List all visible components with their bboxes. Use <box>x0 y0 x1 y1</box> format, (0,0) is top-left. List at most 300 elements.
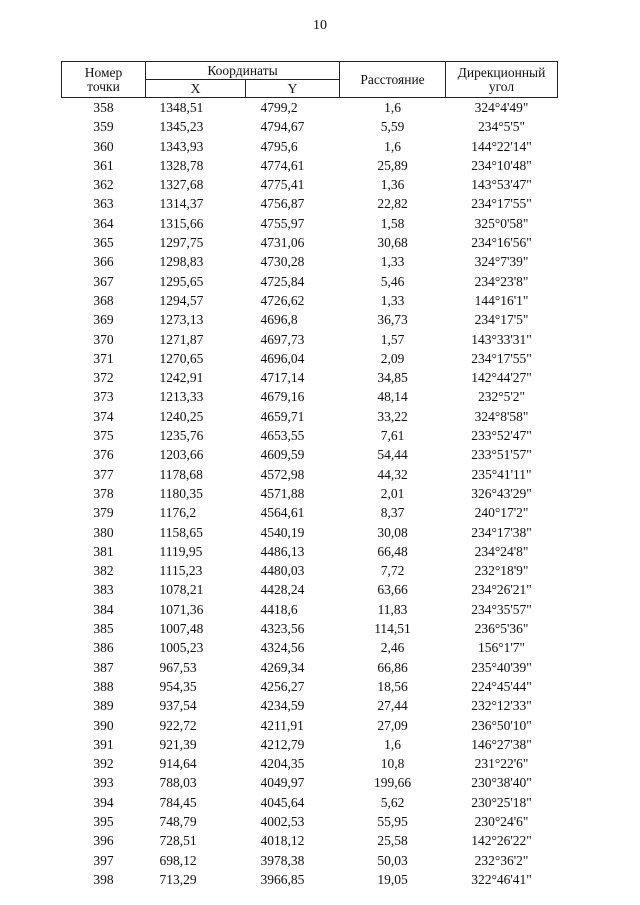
cell-distance: 50,03 <box>377 852 408 868</box>
cell-point-number: 382 <box>93 563 114 579</box>
cell-y-value: 4564,61 <box>260 505 305 521</box>
cell-y <box>246 156 340 175</box>
table-row <box>62 754 558 773</box>
cell-x <box>146 831 246 850</box>
cell-distance: 54,44 <box>377 447 408 463</box>
table-row <box>62 831 558 850</box>
cell-x-value: 921,39 <box>159 736 197 752</box>
cell-direction-angle: 144°22'14" <box>471 138 532 154</box>
cell-y-value: 4234,59 <box>260 698 305 714</box>
cell-y <box>246 600 340 619</box>
cell-distance: 44,32 <box>377 466 408 482</box>
cell-y <box>246 117 340 136</box>
cell-direction-angle: 234°16'56" <box>471 235 532 251</box>
cell-x-value: 1348,51 <box>159 100 204 115</box>
table-row <box>62 638 558 657</box>
cell-y-value: 4428,24 <box>260 582 305 598</box>
cell-x-value: 713,29 <box>159 871 197 887</box>
cell-x <box>146 619 246 638</box>
cell-distance: 1,6 <box>384 138 401 154</box>
cell-x <box>146 580 246 599</box>
cell-x-value: 1240,25 <box>159 408 204 424</box>
cell-direction-angle: 144°16'1" <box>474 292 529 308</box>
table-row <box>62 272 558 291</box>
table-row <box>62 677 558 696</box>
cell-point-number: 371 <box>93 350 114 366</box>
cell-x <box>146 252 246 271</box>
cell-distance: 34,85 <box>377 370 408 386</box>
cell-y-value: 4018,12 <box>260 833 305 849</box>
cell-y <box>246 658 340 677</box>
cell-direction-angle: 230°24'6" <box>474 813 529 829</box>
cell-y-value: 4540,19 <box>260 524 305 540</box>
cell-point-number: 364 <box>93 215 114 231</box>
cell-y <box>246 773 340 792</box>
cell-y <box>246 831 340 850</box>
cell-direction-angle: 143°53'47" <box>471 177 532 193</box>
cell-point-number: 392 <box>93 756 114 772</box>
coordinates-table <box>61 61 558 889</box>
cell-x-value: 728,51 <box>159 833 197 849</box>
cell-y <box>246 561 340 580</box>
cell-y <box>246 272 340 291</box>
table-row <box>62 233 558 252</box>
cell-x-value: 1294,57 <box>159 292 204 308</box>
cell-y-value: 4418,6 <box>260 601 298 617</box>
cell-x-value: 1078,21 <box>159 582 204 598</box>
cell-x <box>146 851 246 870</box>
cell-point-number: 379 <box>93 505 114 521</box>
table-row <box>62 310 558 329</box>
cell-direction-angle: 234°17'55" <box>471 350 532 366</box>
cell-x-value: 1178,68 <box>159 466 203 482</box>
cell-point-number: 394 <box>93 794 114 810</box>
cell-distance: 1,58 <box>380 215 405 231</box>
table-header <box>62 62 558 98</box>
cell-x-value: 1071,36 <box>159 601 204 617</box>
cell-point-number: 389 <box>93 698 114 714</box>
cell-x <box>146 310 246 329</box>
cell-distance: 36,73 <box>377 312 408 328</box>
cell-direction-angle: 234°17'55" <box>471 196 532 212</box>
cell-x <box>146 773 246 792</box>
cell-distance: 10,8 <box>380 756 405 772</box>
cell-x-value: 1213,33 <box>159 389 204 405</box>
cell-distance: 5,59 <box>380 119 405 135</box>
cell-x-value: 1007,48 <box>159 621 204 637</box>
cell-direction-angle: 234°26'21" <box>471 582 532 598</box>
cell-point-number: 387 <box>93 659 114 675</box>
table-row <box>62 870 558 889</box>
table-row <box>62 291 558 310</box>
cell-x-value: 1345,23 <box>159 119 204 135</box>
cell-y-value: 4725,84 <box>260 273 305 289</box>
cell-x-value: 1298,83 <box>159 254 204 270</box>
cell-y-value: 4211,91 <box>260 717 304 733</box>
cell-point-number: 376 <box>93 447 114 463</box>
cell-y <box>246 716 340 735</box>
cell-x <box>146 233 246 252</box>
header-point-number-line2: точки <box>87 78 120 94</box>
cell-distance: 7,72 <box>380 563 405 579</box>
table-row <box>62 793 558 812</box>
cell-y-value: 4609,59 <box>260 447 305 463</box>
cell-direction-angle: 234°17'38" <box>471 524 532 540</box>
header-y: Y <box>246 80 340 98</box>
cell-distance: 199,66 <box>373 775 412 791</box>
cell-y-value: 4775,41 <box>260 177 305 193</box>
cell-distance: 25,58 <box>377 833 408 849</box>
table-row <box>62 773 558 792</box>
cell-distance: 5,46 <box>380 273 405 289</box>
cell-distance: 2,01 <box>380 485 405 501</box>
cell-x <box>146 638 246 657</box>
header-coordinates: Координаты <box>146 62 340 80</box>
cell-direction-angle: 230°38'40" <box>471 775 532 791</box>
cell-y-value: 4572,98 <box>260 466 305 482</box>
cell-point-number: 385 <box>93 621 114 637</box>
cell-x <box>146 812 246 831</box>
cell-y <box>246 580 340 599</box>
header-x: X <box>146 80 246 98</box>
cell-direction-angle: 142°44'27" <box>471 370 532 386</box>
table-row <box>62 600 558 619</box>
cell-x-value: 1005,23 <box>159 640 204 656</box>
header-direction-angle-line2: угол <box>488 78 515 94</box>
cell-x <box>146 194 246 213</box>
table-row <box>62 117 558 136</box>
cell-direction-angle: 240°17'2" <box>474 505 529 521</box>
cell-x-value: 698,12 <box>159 852 197 868</box>
cell-point-number: 377 <box>93 466 114 482</box>
cell-distance: 1,36 <box>380 177 405 193</box>
cell-y <box>246 291 340 310</box>
cell-y <box>246 523 340 542</box>
cell-distance: 1,6 <box>384 736 401 752</box>
table-row <box>62 252 558 271</box>
cell-distance: 66,48 <box>377 543 408 559</box>
table-row <box>62 330 558 349</box>
header-distance: Расстояние <box>340 62 446 98</box>
table-row <box>62 407 558 426</box>
cell-y <box>246 465 340 484</box>
cell-distance: 33,22 <box>377 408 408 424</box>
cell-x-value: 922,72 <box>159 717 197 733</box>
cell-y <box>246 851 340 870</box>
cell-direction-angle: 143°33'31" <box>471 331 532 347</box>
header-direction-angle <box>446 62 558 98</box>
cell-point-number: 383 <box>93 582 114 598</box>
cell-direction-angle: 326°43'29" <box>471 485 532 501</box>
cell-x-value: 1203,66 <box>159 447 204 463</box>
cell-x <box>146 716 246 735</box>
cell-x <box>146 870 246 889</box>
cell-y-value: 4730,28 <box>260 254 305 270</box>
cell-y-value: 4697,73 <box>260 331 305 347</box>
cell-point-number: 384 <box>93 601 114 617</box>
cell-distance: 8,37 <box>380 505 405 521</box>
table-row <box>62 735 558 754</box>
cell-direction-angle: 234°35'57" <box>471 601 532 617</box>
cell-point-number: 361 <box>93 157 114 173</box>
table-row <box>62 658 558 677</box>
table-row <box>62 368 558 387</box>
cell-y-value: 4045,64 <box>260 794 305 810</box>
cell-y <box>246 677 340 696</box>
cell-x <box>146 349 246 368</box>
cell-y-value: 4002,53 <box>260 813 305 829</box>
cell-x-value: 1115,23 <box>159 563 203 579</box>
cell-x <box>146 658 246 677</box>
cell-direction-angle: 156°1'7" <box>477 640 526 656</box>
cell-x-value: 1297,75 <box>159 235 204 251</box>
cell-point-number: 373 <box>93 389 114 405</box>
cell-direction-angle: 233°51'57" <box>471 447 532 463</box>
cell-y-value: 4755,97 <box>260 215 305 231</box>
table-row <box>62 523 558 542</box>
cell-point-number: 365 <box>93 235 114 251</box>
cell-point-number: 359 <box>93 119 114 135</box>
cell-point-number: 396 <box>93 833 114 849</box>
cell-x <box>146 368 246 387</box>
cell-distance: 55,95 <box>377 813 408 829</box>
cell-y <box>246 252 340 271</box>
cell-y-value: 3966,85 <box>260 871 305 887</box>
cell-direction-angle: 234°5'5" <box>477 119 526 135</box>
cell-x <box>146 445 246 464</box>
cell-y <box>246 503 340 522</box>
cell-point-number: 362 <box>93 177 114 193</box>
cell-x-value: 1176,2 <box>159 505 197 521</box>
cell-distance: 11,83 <box>377 601 408 617</box>
cell-distance: 1,57 <box>380 331 405 347</box>
cell-point-number: 368 <box>93 292 114 308</box>
cell-y <box>246 310 340 329</box>
cell-distance: 66,86 <box>377 659 408 675</box>
cell-x <box>146 407 246 426</box>
cell-x <box>146 137 246 156</box>
cell-x-value: 1158,65 <box>159 524 203 540</box>
cell-distance: 27,09 <box>377 717 408 733</box>
cell-distance: 22,82 <box>377 196 408 212</box>
cell-point-number: 378 <box>93 485 114 501</box>
cell-point-number: 363 <box>93 196 114 212</box>
cell-y <box>246 754 340 773</box>
cell-distance: 114,51 <box>374 621 411 637</box>
table-row <box>62 812 558 831</box>
cell-x <box>146 754 246 773</box>
cell-x <box>146 677 246 696</box>
cell-point-number: 398 <box>93 871 114 887</box>
cell-y-value: 4799,2 <box>260 100 298 115</box>
cell-x-value: 967,53 <box>159 659 197 675</box>
cell-y-value: 4659,71 <box>260 408 305 424</box>
cell-direction-angle: 324°7'39" <box>474 254 529 270</box>
table-row <box>62 194 558 213</box>
cell-x-value: 1271,87 <box>159 331 204 347</box>
cell-point-number: 370 <box>93 331 114 347</box>
table-row <box>62 156 558 175</box>
cell-y-value: 4726,62 <box>260 292 305 308</box>
cell-x-value: 1180,35 <box>159 485 203 501</box>
cell-y-value: 4717,14 <box>260 370 305 386</box>
table-row <box>62 426 558 445</box>
cell-point-number: 372 <box>93 370 114 386</box>
cell-direction-angle: 234°10'48" <box>471 157 532 173</box>
cell-point-number: 380 <box>93 524 114 540</box>
page-number: 10 <box>313 18 327 33</box>
cell-x <box>146 117 246 136</box>
cell-x-value: 784,45 <box>159 794 197 810</box>
table-row <box>62 137 558 156</box>
cell-distance: 27,44 <box>377 698 408 714</box>
cell-distance: 1,6 <box>384 100 401 115</box>
cell-direction-angle: 322°46'41" <box>471 871 532 887</box>
cell-direction-angle: 233°52'47" <box>471 428 532 444</box>
cell-y <box>246 98 340 118</box>
cell-direction-angle: 230°25'18" <box>471 794 532 810</box>
table-row <box>62 98 558 118</box>
cell-point-number: 393 <box>93 775 114 791</box>
cell-y <box>246 870 340 889</box>
cell-x <box>146 272 246 291</box>
cell-direction-angle: 234°23'8" <box>474 273 529 289</box>
cell-direction-angle: 232°12'33" <box>471 698 532 714</box>
cell-y <box>246 793 340 812</box>
cell-y-value: 4571,88 <box>260 485 305 501</box>
cell-y-value: 4731,06 <box>260 235 305 251</box>
cell-direction-angle: 146°27'38" <box>471 736 532 752</box>
cell-distance: 2,46 <box>380 640 405 656</box>
cell-direction-angle: 232°18'9" <box>474 563 529 579</box>
cell-distance: 18,56 <box>377 678 408 694</box>
cell-distance: 30,08 <box>377 524 408 540</box>
table-row <box>62 716 558 735</box>
cell-x <box>146 600 246 619</box>
table-row <box>62 214 558 233</box>
table-row <box>62 387 558 406</box>
table-row <box>62 503 558 522</box>
cell-y <box>246 407 340 426</box>
cell-y-value: 4204,35 <box>260 756 305 772</box>
cell-distance: 63,66 <box>377 582 408 598</box>
cell-y-value: 4256,27 <box>260 678 305 694</box>
cell-direction-angle: 224°45'44" <box>471 678 532 694</box>
cell-direction-angle: 324°8'58" <box>474 408 529 424</box>
table-row <box>62 484 558 503</box>
cell-x <box>146 561 246 580</box>
cell-x <box>146 696 246 715</box>
table-row <box>62 561 558 580</box>
table-row <box>62 175 558 194</box>
cell-y <box>246 214 340 233</box>
cell-point-number: 395 <box>93 813 114 829</box>
cell-distance: 5,62 <box>380 794 405 810</box>
cell-y <box>246 638 340 657</box>
table-row <box>62 349 558 368</box>
cell-x <box>146 214 246 233</box>
cell-point-number: 358 <box>93 100 114 115</box>
cell-direction-angle: 232°5'2" <box>477 389 526 405</box>
cell-x-value: 1273,13 <box>159 312 204 328</box>
cell-x-value: 1315,66 <box>159 215 204 231</box>
cell-x <box>146 542 246 561</box>
cell-direction-angle: 234°17'5" <box>474 312 529 328</box>
cell-x <box>146 465 246 484</box>
cell-y <box>246 368 340 387</box>
cell-x-value: 1295,65 <box>159 273 204 289</box>
cell-distance: 1,33 <box>380 292 405 308</box>
cell-point-number: 388 <box>93 678 114 694</box>
cell-x-value: 748,79 <box>159 813 197 829</box>
cell-y <box>246 194 340 213</box>
cell-y-value: 4212,79 <box>260 736 305 752</box>
cell-y <box>246 426 340 445</box>
cell-x <box>146 175 246 194</box>
table-row <box>62 465 558 484</box>
cell-x-value: 1327,68 <box>159 177 204 193</box>
cell-x <box>146 291 246 310</box>
cell-y <box>246 330 340 349</box>
cell-point-number: 366 <box>93 254 114 270</box>
cell-y-value: 4679,16 <box>260 389 305 405</box>
table-row <box>62 445 558 464</box>
cell-direction-angle: 232°36'2" <box>474 852 529 868</box>
cell-x-value: 914,64 <box>159 756 197 772</box>
cell-distance: 19,05 <box>377 871 408 887</box>
cell-direction-angle: 231°22'6" <box>474 756 529 772</box>
cell-y-value: 4794,67 <box>260 119 305 135</box>
cell-y-value: 4653,55 <box>260 428 305 444</box>
cell-point-number: 397 <box>93 852 114 868</box>
cell-y-value: 3978,38 <box>260 852 305 868</box>
header-point-number <box>62 62 146 98</box>
cell-distance: 25,89 <box>377 157 408 173</box>
table-row <box>62 851 558 870</box>
cell-point-number: 375 <box>93 428 114 444</box>
cell-x <box>146 98 246 118</box>
cell-x <box>146 793 246 812</box>
cell-y <box>246 137 340 156</box>
cell-direction-angle: 142°26'22" <box>471 833 532 849</box>
cell-x-value: 1314,37 <box>159 196 204 212</box>
cell-point-number: 360 <box>93 138 114 154</box>
cell-point-number: 374 <box>93 408 114 424</box>
cell-y <box>246 349 340 368</box>
table-row <box>62 542 558 561</box>
cell-distance: 2,09 <box>380 350 405 366</box>
cell-distance: 1,33 <box>380 254 405 270</box>
cell-y <box>246 696 340 715</box>
cell-direction-angle: 325°0'58" <box>474 215 529 231</box>
cell-y <box>246 175 340 194</box>
cell-y <box>246 484 340 503</box>
cell-point-number: 386 <box>93 640 114 656</box>
cell-x <box>146 156 246 175</box>
header-point-number-line1: Номер <box>84 64 123 80</box>
cell-point-number: 391 <box>93 736 114 752</box>
cell-y-value: 4756,87 <box>260 196 305 212</box>
cell-direction-angle: 236°5'36" <box>474 621 529 637</box>
cell-x <box>146 330 246 349</box>
cell-direction-angle: 234°24'8" <box>474 543 529 559</box>
cell-y-value: 4696,04 <box>260 350 305 366</box>
cell-distance: 48,14 <box>377 389 408 405</box>
cell-direction-angle: 236°50'10" <box>471 717 532 733</box>
cell-x-value: 954,35 <box>159 678 197 694</box>
cell-direction-angle: 235°40'39" <box>471 659 532 675</box>
cell-x-value: 1270,65 <box>159 350 204 366</box>
